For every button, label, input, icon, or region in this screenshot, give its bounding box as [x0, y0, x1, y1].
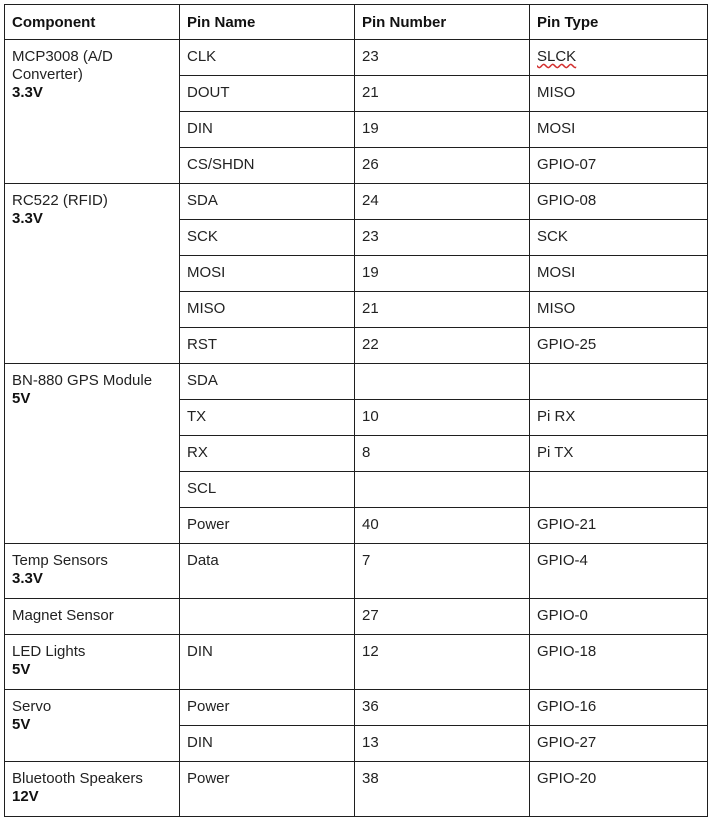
table-row	[5, 364, 708, 400]
component-name: RC522 (RFID)	[12, 192, 108, 209]
pin-number-cell: 12	[355, 635, 530, 690]
pin-type-cell	[530, 40, 708, 76]
pin-number-cell: 21	[355, 76, 530, 112]
component-cell	[5, 184, 180, 364]
table-row	[5, 599, 708, 635]
pin-type-cell: SCK	[530, 220, 708, 256]
pin-number-cell	[355, 364, 530, 400]
header-pin-name: Pin Name	[180, 5, 355, 40]
table-row	[5, 690, 708, 726]
pin-name-cell: MISO	[180, 292, 355, 328]
pin-type-cell: GPIO-16	[530, 690, 708, 726]
component-voltage: 3.3V	[12, 84, 43, 101]
pin-type-cell: GPIO-20	[530, 762, 708, 817]
component-cell	[5, 544, 180, 599]
table-row	[5, 544, 708, 599]
pin-type-cell: GPIO-21	[530, 508, 708, 544]
pin-number-cell: 27	[355, 599, 530, 635]
component-voltage: 12V	[12, 788, 39, 805]
pin-number-cell: 19	[355, 112, 530, 148]
component-cell	[5, 635, 180, 690]
header-row	[5, 5, 708, 40]
pin-number-cell: 8	[355, 436, 530, 472]
pin-name-cell: DIN	[180, 726, 355, 762]
component-voltage: 5V	[12, 390, 31, 407]
pin-name-cell: SDA	[180, 184, 355, 220]
component-cell	[5, 40, 180, 184]
header-pin-number: Pin Number	[355, 5, 530, 40]
pin-number-cell	[355, 472, 530, 508]
component-voltage: 3.3V	[12, 570, 43, 587]
pin-type-cell	[530, 472, 708, 508]
pin-name-cell: DIN	[180, 635, 355, 690]
pin-type-cell: GPIO-18	[530, 635, 708, 690]
component-name: Bluetooth Speakers	[12, 770, 143, 787]
pin-number-cell: 40	[355, 508, 530, 544]
pin-name-cell: RX	[180, 436, 355, 472]
component-cell	[5, 364, 180, 544]
pin-type-cell: GPIO-25	[530, 328, 708, 364]
pin-name-cell: CS/SHDN	[180, 148, 355, 184]
pin-name-cell: DIN	[180, 112, 355, 148]
pin-number-cell: 13	[355, 726, 530, 762]
pin-type-cell: Pi TX	[530, 436, 708, 472]
component-cell	[5, 599, 180, 635]
pin-type-cell: Pi RX	[530, 400, 708, 436]
table-row	[5, 635, 708, 690]
pin-mapping-table	[4, 4, 708, 817]
header-component: Component	[5, 5, 180, 40]
pin-number-cell: 19	[355, 256, 530, 292]
component-cell	[5, 762, 180, 817]
pin-type-cell: GPIO-07	[530, 148, 708, 184]
component-name: LED Lights	[12, 643, 86, 660]
pin-number-cell: 36	[355, 690, 530, 726]
pin-type-cell: MISO	[530, 76, 708, 112]
table-row	[5, 762, 708, 817]
pin-number-cell: 26	[355, 148, 530, 184]
component-voltage: 5V	[12, 716, 31, 733]
pin-type-cell	[530, 364, 708, 400]
pin-number-cell: 23	[355, 220, 530, 256]
component-name: MCP3008 (A/D Converter)	[12, 48, 113, 83]
pin-name-cell: SCL	[180, 472, 355, 508]
pin-number-cell: 7	[355, 544, 530, 599]
component-voltage: 3.3V	[12, 210, 43, 227]
pin-type-cell: GPIO-08	[530, 184, 708, 220]
pin-name-cell: SDA	[180, 364, 355, 400]
component-voltage: 5V	[12, 661, 31, 678]
pin-name-cell: Data	[180, 544, 355, 599]
pin-name-cell: Power	[180, 762, 355, 817]
header-pin-type: Pin Type	[530, 5, 708, 40]
component-name: BN-880 GPS Module	[12, 372, 153, 389]
pin-type-text: SLCK	[537, 48, 577, 65]
pin-name-cell: RST	[180, 328, 355, 364]
pin-number-cell: 38	[355, 762, 530, 817]
pin-type-cell: MISO	[530, 292, 708, 328]
pin-number-cell: 21	[355, 292, 530, 328]
pin-name-cell: Power	[180, 690, 355, 726]
pin-type-cell: GPIO-4	[530, 544, 708, 599]
pin-name-cell: TX	[180, 400, 355, 436]
pin-name-cell: MOSI	[180, 256, 355, 292]
table-row	[5, 184, 708, 220]
pin-type-cell: GPIO-0	[530, 599, 708, 635]
pin-type-cell: MOSI	[530, 112, 708, 148]
pin-name-cell: SCK	[180, 220, 355, 256]
pin-number-cell: 10	[355, 400, 530, 436]
pin-number-cell: 23	[355, 40, 530, 76]
component-name: Servo	[12, 698, 52, 715]
component-name: Temp Sensors	[12, 552, 108, 569]
table-row	[5, 40, 708, 76]
pin-type-cell: GPIO-27	[530, 726, 708, 762]
pin-name-cell: Power	[180, 508, 355, 544]
pin-number-cell: 24	[355, 184, 530, 220]
pin-number-cell: 22	[355, 328, 530, 364]
component-cell	[5, 690, 180, 762]
pin-name-cell	[180, 599, 355, 635]
pin-type-cell: MOSI	[530, 256, 708, 292]
component-name: Magnet Sensor	[12, 607, 114, 624]
pin-name-cell: DOUT	[180, 76, 355, 112]
pin-name-cell: CLK	[180, 40, 355, 76]
